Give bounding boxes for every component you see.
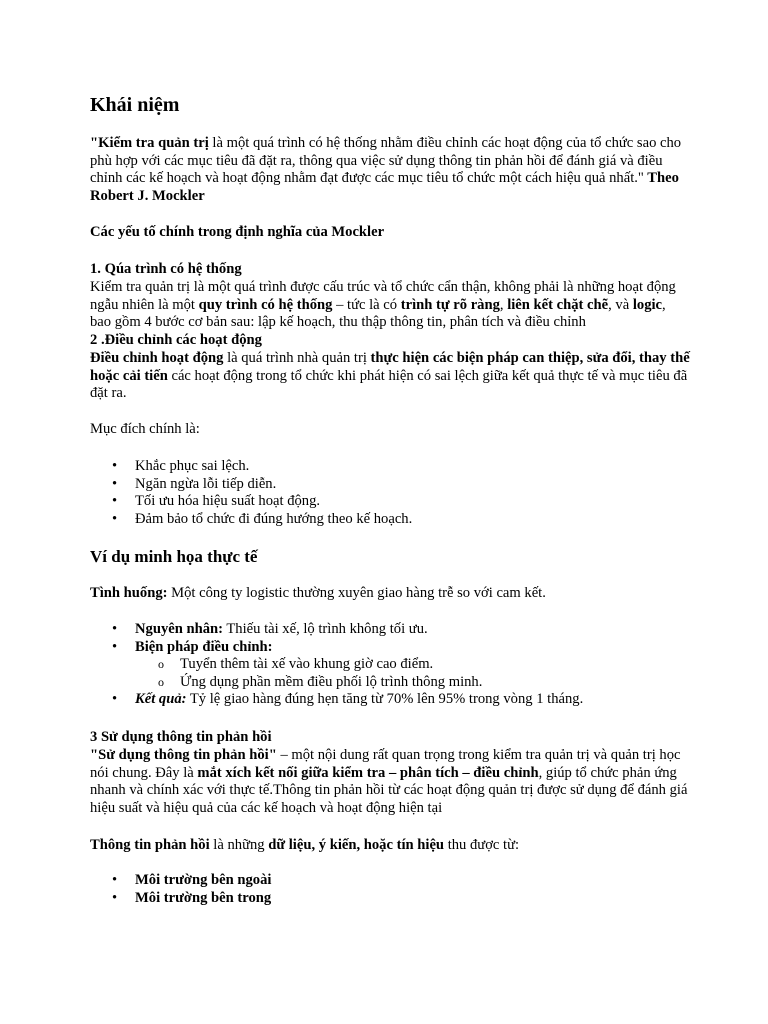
list-item: • Đảm bảo tổ chức đi đúng hướng theo kế hoạch.: [112, 510, 413, 527]
sub-list-item: o Ứng dụng phần mềm điều phối lộ trình thông minh.: [158, 673, 483, 690]
list-item: • Ngăn ngừa lỗi tiếp diễn.: [112, 475, 277, 492]
section2-heading: 2 .Điều chỉnh các hoạt động: [90, 332, 262, 348]
bullet-icon: •: [112, 872, 118, 888]
elements-heading: Các yếu tố chính trong định nghĩa của Mockler: [90, 224, 385, 240]
definition-attribution: Theo Robert J. Mockler: [90, 170, 679, 204]
bullet-icon: •: [112, 493, 118, 510]
list-item: • Tối ưu hóa hiệu suất hoạt động.: [112, 493, 321, 510]
section3-heading: 3 Sử dụng thông tin phản hồi: [90, 729, 272, 745]
list-item: • Môi trường bên trong: [112, 889, 272, 906]
bullet-icon: •: [112, 458, 118, 474]
sub-list-item: o Tuyển thêm tài xế vào khung giờ cao điểm.: [158, 656, 434, 673]
section1-paragraph: Kiểm tra quản trị là một quá trình được cấu trúc và tổ chức cẩn thận, không phải là những hoạt động ngẫu nhiên là một quy trình có hệ thống – tức là có trình tự rõ ràng, liên kết chặt chẽ, và logic, bao gồm 4 bước cơ bản sau: lập kế hoạch, thu thập thông tin, phân tích và điều chỉnh: [90, 279, 676, 331]
list-item: • Khắc phục sai lệch.: [112, 458, 250, 474]
bullet-icon: •: [112, 475, 118, 492]
feedback-paragraph: Thông tin phản hồi là những dữ liệu, ý kiến, hoặc tín hiệu thu được từ:: [90, 837, 520, 853]
bullet-icon: •: [112, 510, 118, 527]
feedback-sources-list: [90, 872, 690, 907]
list-item: • Biện pháp điều chỉnh: o Tuyển thêm tài xế vào khung giờ cao điểm. o Ứng dụng phần mềm điều phối lộ trình thông minh.: [90, 639, 690, 692]
section3-paragraph: "Sử dụng thông tin phản hồi" – một nội dung rất quan trọng trong kiểm tra quản trị và quản trị học nói chung. Đây là mắt xích kết nối giữa kiểm tra – phân tích – điều chỉnh, giúp tổ chức phản ứng nhanh và chính xác với thực tế.Thông tin phản hồi từ các hoạt động quản trị được sử dụng để đánh giá hiệu suất và hiệu quả của các kế hoạch và hoạt động hiện tại: [90, 747, 688, 816]
bullet-icon: •: [112, 621, 118, 637]
bullet-icon: •: [112, 691, 118, 708]
definition-paragraph: "Kiểm tra quản trị là một quá trình có hệ thống nhằm điều chỉnh các hoạt động của tổ chức sao cho phù hợp với các mục tiêu đã đặt ra, thông qua việc sử dụng thông tin phản hồi để đánh giá và điều chỉnh các kế hoạch và hoạt động nhằm đạt được các mục tiêu tổ chức một cách hiệu quả nhất." Theo Robert J. Mockler: [90, 135, 682, 204]
definition-term: "Kiểm tra quản trị: [90, 135, 209, 151]
measures-sublist: [90, 656, 690, 691]
list-item: • Nguyên nhân: Thiếu tài xế, lộ trình không tối ưu.: [112, 621, 428, 637]
purpose-list: [90, 458, 690, 528]
list-item: • Môi trường bên ngoài: [112, 872, 272, 888]
example-heading: Ví dụ minh họa thực tế: [90, 547, 258, 566]
section1-heading: 1. Qúa trình có hệ thống: [90, 261, 242, 277]
list-item: • Kết quả: Tỷ lệ giao hàng đúng hẹn tăng từ 70% lên 95% trong vòng 1 tháng.: [112, 691, 584, 708]
example-list: [90, 621, 690, 709]
page-title: Khái niệm: [90, 94, 180, 116]
bullet-icon: •: [112, 638, 118, 655]
situation-paragraph: Tình huống: Một công ty logistic thường xuyên giao hàng trễ so với cam kết.: [90, 585, 546, 601]
circle-bullet-icon: o: [158, 657, 164, 672]
circle-bullet-icon: o: [158, 674, 164, 689]
section2-paragraph: Điều chỉnh hoạt động là quá trình nhà quản trị thực hiện các biện pháp can thiệp, sửa đổi, thay thế hoặc cải tiến các hoạt động trong tổ chức khi phát hiện có sai lệch giữa kết quả thực tế và mục tiêu đã đặt ra.: [90, 350, 690, 402]
bullet-icon: •: [112, 889, 118, 906]
purpose-label: Mục đích chính là:: [90, 421, 200, 437]
